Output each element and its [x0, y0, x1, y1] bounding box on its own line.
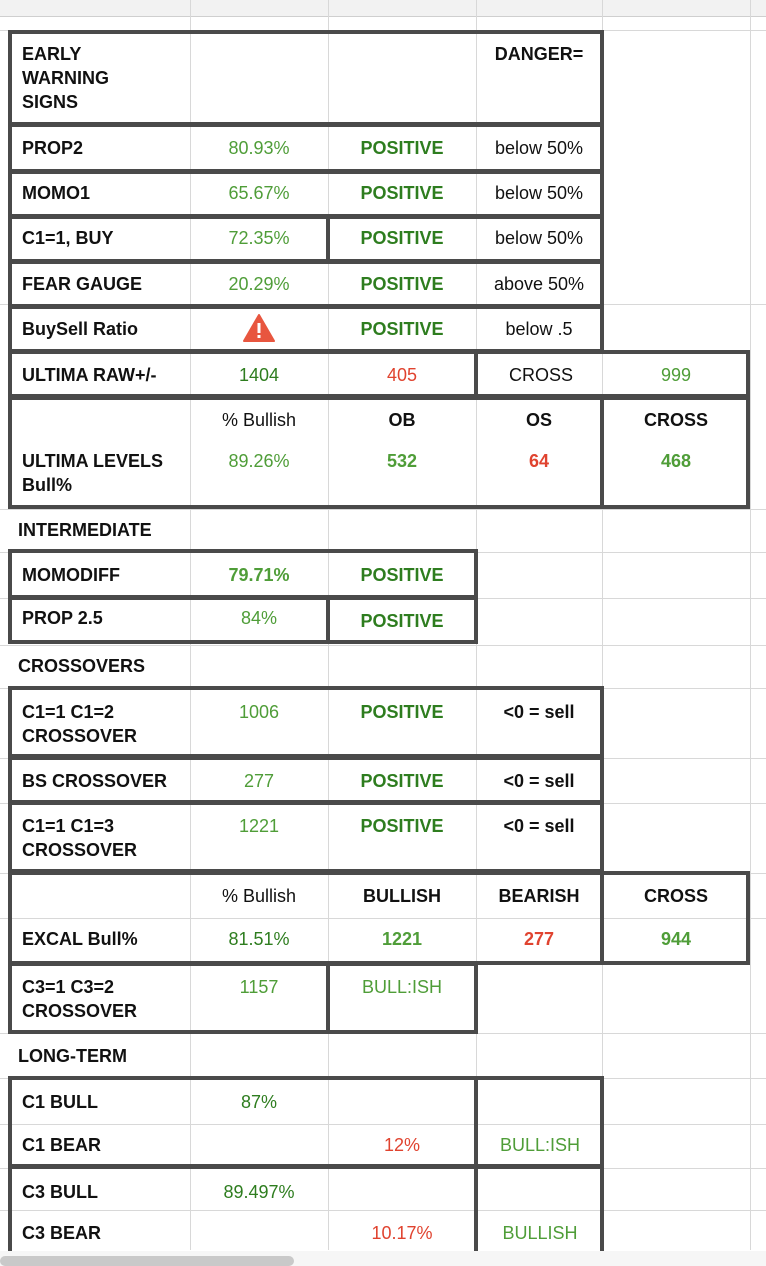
row-label[interactable]: C1 BULL	[22, 1092, 98, 1112]
excal-bear[interactable]: 277	[523, 929, 555, 949]
row-label[interactable]: MOMODIFF	[22, 565, 120, 585]
excal-label[interactable]: EXCAL Bull%	[22, 929, 138, 949]
excal-cross[interactable]: 944	[660, 929, 692, 949]
column-header[interactable]: CROSS	[643, 886, 708, 906]
ultima-raw-positive[interactable]: 1404	[238, 365, 280, 385]
row-rule[interactable]: <0 = sell	[503, 816, 575, 836]
row-box	[474, 1165, 604, 1265]
ultima-levels-os[interactable]: 64	[528, 451, 550, 471]
row-label[interactable]: C3 BULL	[22, 1182, 98, 1202]
column-header[interactable]: CROSS	[643, 410, 708, 430]
row-value[interactable]: 20.29%	[228, 274, 290, 294]
row-status[interactable]: POSITIVE	[360, 565, 444, 585]
row-rule[interactable]: <0 = sell	[503, 771, 575, 791]
ultima-raw-cross-value[interactable]: 999	[660, 365, 692, 385]
row-label[interactable]: MOMO1	[22, 183, 91, 203]
grid-line	[750, 0, 751, 1250]
ultima-raw-negative[interactable]: 405	[386, 365, 418, 385]
c3-crossover-label[interactable]: C3=1 C3=2 CROSSOVER	[22, 977, 138, 1021]
column-header[interactable]: BEARISH	[498, 886, 580, 906]
column-header[interactable]: OB	[388, 410, 416, 430]
column-header-bar[interactable]	[0, 0, 766, 17]
row-value[interactable]: 1006	[238, 702, 280, 722]
row-bull[interactable]: 87%	[240, 1092, 278, 1112]
section-title-long-term[interactable]: LONG-TERM	[18, 1046, 127, 1066]
row-status[interactable]: POSITIVE	[360, 611, 444, 631]
row-label[interactable]: C1 BEAR	[22, 1135, 102, 1155]
row-status[interactable]: POSITIVE	[360, 319, 444, 339]
row-label[interactable]: C1=1 C1=3 CROSSOVER	[22, 816, 138, 860]
row-value[interactable]: 80.93%	[228, 138, 290, 158]
row-danger[interactable]: below .5	[505, 319, 573, 339]
excal-bull[interactable]: 1221	[381, 929, 423, 949]
ultima-raw-cross-label[interactable]: CROSS	[508, 365, 573, 385]
row-rule[interactable]: <0 = sell	[503, 702, 575, 722]
early-warning-title[interactable]: EARLY WARNING SIGNS	[22, 44, 109, 112]
row-label[interactable]: C1=1 C1=2 CROSSOVER	[22, 702, 138, 746]
row-label[interactable]: PROP2	[22, 138, 84, 158]
c3-crossover-status[interactable]: BULL:ISH	[361, 977, 443, 997]
warning-triangle-icon[interactable]	[190, 313, 328, 345]
row-danger[interactable]: below 50%	[494, 228, 584, 248]
row-label[interactable]: PROP 2.5	[22, 608, 103, 628]
row-verdict[interactable]: BULL:ISH	[499, 1135, 581, 1155]
column-header[interactable]: % Bullish	[221, 886, 297, 906]
row-bull[interactable]: 89.497%	[223, 1182, 295, 1202]
ultima-levels-ob[interactable]: 532	[386, 451, 418, 471]
row-value[interactable]: 72.35%	[228, 228, 290, 248]
column-header[interactable]: % Bullish	[221, 410, 297, 430]
row-label[interactable]: BS CROSSOVER	[22, 771, 168, 791]
row-status[interactable]: POSITIVE	[360, 183, 444, 203]
row-value[interactable]: 84%	[240, 608, 278, 628]
row-value[interactable]: 1221	[238, 816, 280, 836]
ultima-levels-label[interactable]: ULTIMA LEVELS Bull%	[22, 451, 163, 495]
column-header[interactable]: OS	[525, 410, 552, 430]
row-danger[interactable]: below 50%	[494, 183, 584, 203]
row-label[interactable]: FEAR GAUGE	[22, 274, 143, 294]
ultima-levels-cross[interactable]: 468	[660, 451, 692, 471]
row-status[interactable]: POSITIVE	[360, 771, 444, 791]
row-value[interactable]: 79.71%	[228, 565, 290, 585]
danger-header[interactable]: DANGER=	[494, 44, 584, 64]
row-bear[interactable]: 12%	[383, 1135, 421, 1155]
row-status[interactable]: POSITIVE	[360, 138, 444, 158]
horizontal-scrollbar-thumb[interactable]	[0, 1256, 294, 1266]
c3-crossover-value[interactable]: 1157	[239, 977, 279, 997]
grid-line	[0, 645, 766, 646]
grid-line	[0, 509, 766, 510]
section-title-crossovers[interactable]: CROSSOVERS	[18, 656, 146, 676]
row-danger[interactable]: below 50%	[494, 138, 584, 158]
row-bear[interactable]: 10.17%	[371, 1223, 433, 1243]
row-status[interactable]: POSITIVE	[360, 274, 444, 294]
row-status[interactable]: POSITIVE	[360, 816, 444, 836]
row-label[interactable]: C3 BEAR	[22, 1223, 102, 1243]
row-value[interactable]: 277	[243, 771, 275, 791]
ultima-raw-label[interactable]: ULTIMA RAW+/-	[22, 365, 157, 385]
row-status[interactable]: POSITIVE	[360, 702, 444, 722]
excal-bullish[interactable]: 81.51%	[228, 929, 290, 949]
section-title-intermediate[interactable]: INTERMEDIATE	[18, 520, 152, 540]
row-label[interactable]: BuySell Ratio	[22, 319, 139, 339]
column-header[interactable]: BULLISH	[363, 886, 441, 906]
row-status[interactable]: POSITIVE	[360, 228, 444, 248]
row-label[interactable]: C1=1, BUY	[22, 228, 114, 248]
row-danger[interactable]: above 50%	[493, 274, 585, 294]
row-verdict[interactable]: BULLISH	[502, 1223, 578, 1243]
row-value[interactable]: 65.67%	[228, 183, 290, 203]
ultima-levels-bullish[interactable]: 89.26%	[228, 451, 290, 471]
